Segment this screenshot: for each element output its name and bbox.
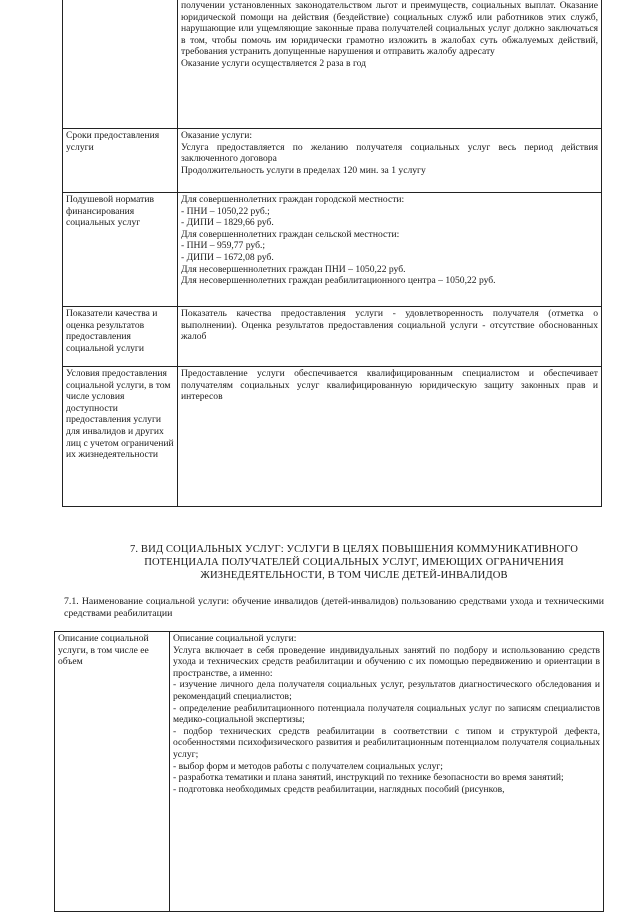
row-label: Условия предоставления социальной услуги, в том числе условия доступности предоставления услуги для инвалидов и других лиц с учетом ограничений их жизнедеятельности bbox=[63, 367, 178, 507]
table-row bbox=[63, 0, 602, 129]
content-paragraph: Для совершеннолетних граждан городской местности: bbox=[181, 194, 405, 205]
row-label: Сроки предоставления услуги bbox=[63, 129, 178, 193]
content-paragraph: Продолжительность услуги в пределах 120 мин. за 1 услугу bbox=[181, 164, 426, 176]
row-label: Показатели качества и оценка результатов предоставления социальной услуги bbox=[63, 307, 178, 367]
content-paragraph: Описание социальной услуги: bbox=[173, 633, 297, 644]
section-heading: 7. ВИД СОЦИАЛЬНЫХ УСЛУГ: УСЛУГИ В ЦЕЛЯХ ПОВЫШЕНИЯ КОММУНИКАТИВНОГО ПОТЕНЦИАЛА ПОЛУЧАТЕЛЕЙ СОЦИАЛЬНЫХ УСЛУГ, ИМЕЮЩИХ ОГРАНИЧЕНИЯ ЖИЗНЕДЕЯТЕЛЬНОСТИ, В ТОМ ЧИСЛЕ ДЕТЕЙ-ИНВАЛИДОВ bbox=[130, 544, 578, 582]
row-label: Описание социальной услуги, в том числе ее объем bbox=[55, 632, 170, 912]
content-paragraph: - ПНИ – 959,77 руб.; bbox=[181, 240, 266, 252]
content-paragraph: - изучение личного дела получателя социальных услуг, результатов диагностического обследования и рекомендаций специалистов; bbox=[173, 679, 600, 702]
row-content bbox=[178, 367, 602, 507]
row-content bbox=[178, 193, 602, 307]
content-paragraph: - подбор технических средств реабилитации в соответствии с типом и структурой дефекта, особенностями психофизического развития и реабилитационным потенциалом получателя социальных услуг; bbox=[173, 725, 600, 760]
table-row bbox=[55, 632, 604, 912]
row-label: Подушевой норматив финансирования социальных услуг bbox=[63, 193, 178, 307]
service-table-1 bbox=[62, 0, 602, 507]
row-content bbox=[178, 307, 602, 367]
content-paragraph: - выбор форм и методов работы с получателем социальных услуг; bbox=[173, 760, 443, 772]
content-paragraph: получении установленных законодательством льгот и преимуществ, социальных выплат. Оказание юридической помощи на действия (бездействие) социальных служб или работников этих служб, нарушающие или ущемляющие законные права получателей социальных услуг должно заключаться в том, чтобы помочь им юридически грамотно изложить в жалобах суть обжалуемых действий, требования устранить допущенные нарушения и отправить жалобу адресату bbox=[181, 0, 598, 58]
content-paragraph: - ПНИ – 1050,22 руб.; bbox=[181, 205, 270, 217]
row-content bbox=[170, 632, 604, 912]
content-paragraph: - ДИПИ – 1829,66 руб. bbox=[181, 217, 274, 229]
content-paragraph: Для совершеннолетних граждан сельской местности: bbox=[181, 228, 400, 240]
content-paragraph: Показатель качества предоставления услуги - удовлетворенность получателя (отметка о выполнении). Оценка результатов предоставления социальной услуги - отсутствие обоснованных жалоб bbox=[181, 308, 598, 343]
table-row bbox=[63, 367, 602, 507]
content-paragraph: Для несовершеннолетних граждан реабилитационного центра – 1050,22 руб. bbox=[181, 275, 496, 287]
row-content bbox=[178, 129, 602, 193]
service-name: 7.1. Наименование социальной услуги: обучение инвалидов (детей-инвалидов) пользованию средствами ухода и техническими средствами реабилитации bbox=[64, 596, 604, 620]
content-paragraph: Для несовершеннолетних граждан ПНИ – 1050,22 руб. bbox=[181, 263, 406, 275]
table-row bbox=[63, 193, 602, 307]
row-content bbox=[178, 0, 602, 129]
content-paragraph: - подготовка необходимых средств реабилитации, наглядных пособий (рисунков, bbox=[173, 783, 505, 795]
content-paragraph: Оказание услуги осуществляется 2 раза в год bbox=[181, 57, 367, 69]
content-paragraph: - разработка тематики и плана занятий, инструкций по технике безопасности во время занятий; bbox=[173, 772, 564, 784]
table-row bbox=[63, 129, 602, 193]
content-paragraph: Оказание услуги: bbox=[181, 130, 253, 141]
content-paragraph: - определение реабилитационного потенциала получателя социальных услуг по записям специалистов медико-социальной экспертизы; bbox=[173, 702, 600, 726]
table-row bbox=[63, 307, 602, 367]
content-paragraph: Услуга предоставляется по желанию получателя социальных услуг весь период действия заключенного договора bbox=[181, 141, 598, 165]
content-paragraph: - ДИПИ – 1672,08 руб. bbox=[181, 251, 274, 263]
content-paragraph: Предоставление услуги обеспечивается квалифицированным специалистом и обеспечивает получателям социальных услуг квалифицированную юридическую защиту законных прав и интересов bbox=[181, 368, 598, 403]
service-table-2 bbox=[54, 631, 604, 912]
content-paragraph: Услуга включает в себя проведение индивидуальных занятий по подбору и использованию средств ухода и технических средств реабилитации и обучению с их помощью передвижению и ориентации в пространстве, а именно: bbox=[173, 644, 600, 679]
row-label bbox=[63, 0, 178, 129]
